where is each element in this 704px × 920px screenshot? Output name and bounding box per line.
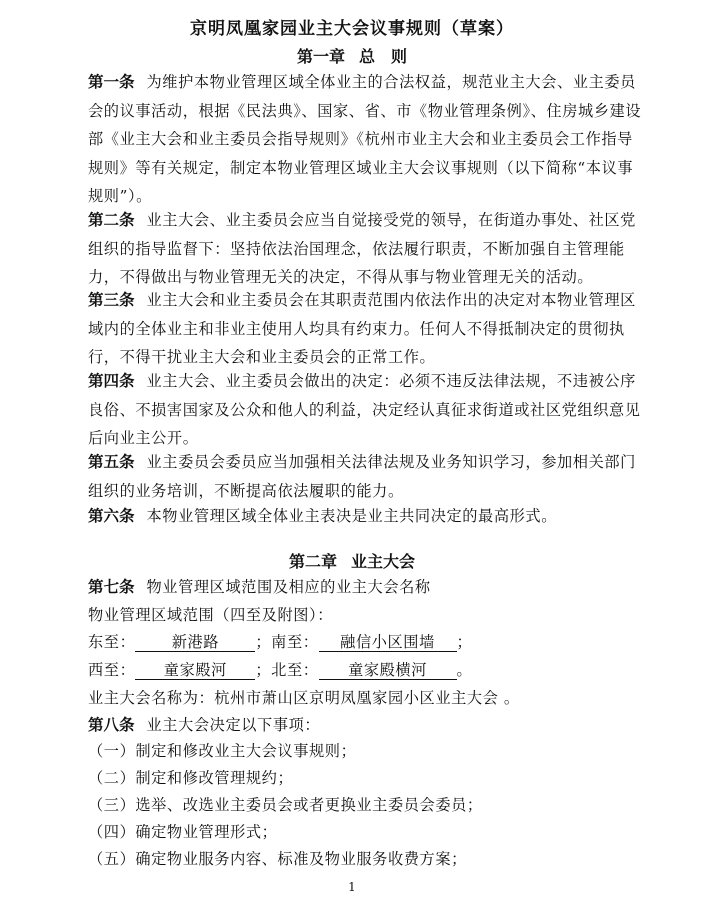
list-item: （五）确定物业服务内容、标准及物业服务收费方案； (88, 850, 467, 868)
article-text: 业主大会和业主委员会在其职责范围内依法作出的决定对本物业管理区域内的全体业主和非业主使用人均具有约束力。任何人不得抵制决定的贯彻执行，不得干扰业主大会和业主委员会的正常工作。 (88, 291, 636, 366)
north-value: 童家殿横河 (319, 661, 457, 680)
scope-label: 物业管理区域范围（四至及附图）： (88, 606, 333, 624)
article-4 (88, 367, 648, 453)
article-text: 业主大会决定以下事项： (146, 716, 321, 734)
article-label: 第七条 (88, 578, 135, 596)
article-8-heading (88, 711, 320, 739)
document-title: 京明凤凰家园业主大会议事规则（草案） (190, 19, 514, 39)
chapter-heading-2 (0, 549, 704, 572)
assembly-name-line: 业主大会名称为：杭州市萧山区京明凤凰家园小区业主大会 。 (88, 689, 520, 707)
article-2 (88, 206, 648, 292)
article-label: 第二条 (88, 211, 135, 229)
article-7-heading (88, 573, 431, 601)
chapter-heading-1 (0, 44, 704, 67)
end-semicolon: ； (456, 633, 473, 651)
article-text: 本物业管理区域全体业主表决是业主共同决定的最高形式。 (146, 507, 557, 525)
list-item: （一）制定和修改业主大会议事规则； (88, 742, 357, 760)
west-label: 西至： (88, 661, 136, 679)
page-number: 1 (348, 880, 356, 894)
article-5 (88, 448, 648, 505)
list-item: （三）选举、改选业主委员会或者更换业主委员会委员； (88, 796, 483, 814)
chapter-number: 第二章 (288, 552, 337, 571)
article-text: 业主委员会委员应当加强相关法律法规及业务知识学习，参加相关部门组织的业务培训，不断提高依法履职的能力。 (88, 453, 636, 500)
article-3 (88, 286, 648, 372)
chapter-number: 第一章 (296, 47, 345, 66)
list-item: （四）确定物业管理形式； (88, 823, 278, 841)
article-label: 第三条 (88, 291, 135, 309)
article-label: 第五条 (88, 453, 135, 471)
article-text: 物业管理区域范围及相应的业主大会名称 (146, 578, 431, 596)
article-text: 业主大会、业主委员会应当自觉接受党的领导，在街道办事处、社区党组织的指导监督下：坚持依法治国理念，依法履行职责，不断加强自主管理能力，不得做出与物业管理无关的决定，不得从事与物业管理无关的活动。 (88, 211, 636, 286)
west-value: 童家殿河 (135, 661, 255, 680)
article-6 (88, 502, 648, 531)
boundary-west-north (88, 656, 472, 684)
article-label: 第八条 (88, 716, 135, 734)
north-label: ；北至： (255, 661, 319, 679)
south-value: 融信小区围墙 (319, 633, 457, 652)
end-period: 。 (456, 661, 473, 679)
list-item: （二）制定和修改管理规约； (88, 769, 294, 787)
boundary-east-south (88, 628, 472, 656)
article-1 (88, 68, 648, 211)
article-text: 为维护本物业管理区域全体业主的合法权益，规范业主大会、业主委员会的议事活动，根据《民法典》、国家、省、市《物业管理条例》、住房城乡建设部《业主大会和业主委员会指导规则》《杭州市业主大会和业主委员会工作指导规则》等有关规定，制定本物业管理区域业主大会议事规则（以下简称“本议事规则”）。 (88, 73, 642, 205)
chapter-name: 业主大会 (351, 552, 416, 571)
east-label: 东至： (88, 633, 136, 651)
article-text: 业主大会、业主委员会做出的决定：必须不违反法律法规，不违被公序良俗、不损害国家及公众和他人的利益，决定经认真征求街道或社区党组织意见后向业主公开。 (88, 372, 641, 447)
chapter-name: 总 则 (359, 47, 408, 66)
article-label: 第四条 (88, 372, 135, 390)
east-value: 新港路 (135, 633, 255, 652)
article-label: 第六条 (88, 507, 135, 525)
south-label: ；南至： (255, 633, 319, 651)
article-label: 第一条 (88, 73, 135, 91)
